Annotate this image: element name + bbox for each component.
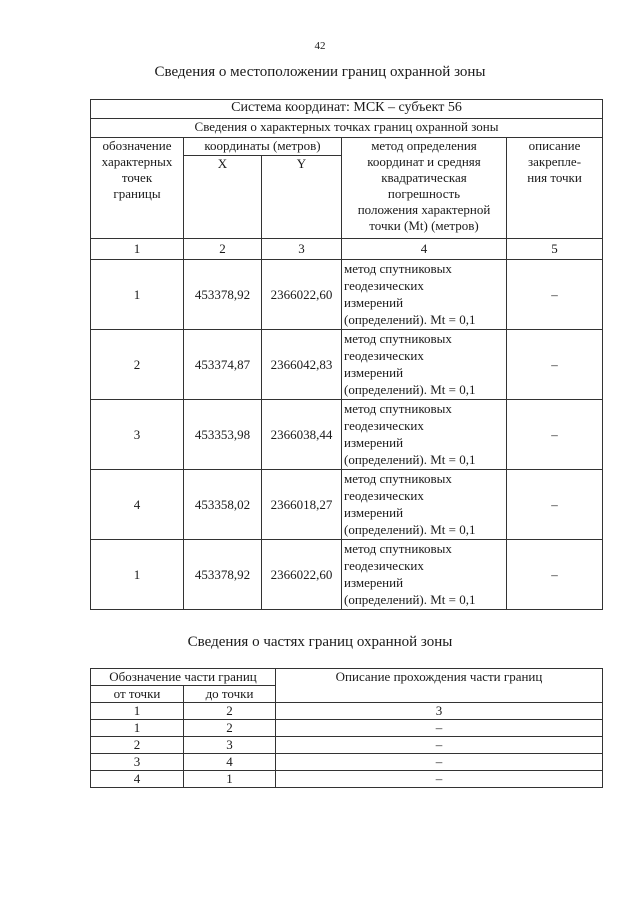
to-point: 4 <box>184 754 276 771</box>
header-line: характерных <box>101 154 173 169</box>
header-line: метод определения <box>371 138 477 153</box>
table-row <box>91 260 603 330</box>
point-id: 1 <box>91 540 184 610</box>
header-part-description: Описание прохождения части границ <box>276 669 603 703</box>
coord-x: 453358,02 <box>184 470 262 540</box>
method-line: измерений <box>344 505 404 520</box>
coord-x: 453378,92 <box>184 260 262 330</box>
method-line: метод спутниковых <box>344 471 452 486</box>
coord-y: 2366038,44 <box>262 400 342 470</box>
from-point: 1 <box>91 720 184 737</box>
header-to-point: до точки <box>184 686 276 703</box>
header-line: описание <box>528 138 581 153</box>
coord-x: 453353,98 <box>184 400 262 470</box>
part-description: – <box>276 754 603 771</box>
table-row <box>91 754 603 771</box>
to-point: 2 <box>184 720 276 737</box>
from-point: 2 <box>91 737 184 754</box>
header-line: координат и средняя <box>367 154 481 169</box>
page-number: 42 <box>314 40 326 52</box>
method-line: (определений). Mt = 0,1 <box>344 312 476 327</box>
point-id: 4 <box>91 470 184 540</box>
method-cell <box>342 330 507 400</box>
part-description: – <box>276 720 603 737</box>
column-number: 1 <box>91 703 184 720</box>
coord-y: 2366022,60 <box>262 260 342 330</box>
coord-y: 2366018,27 <box>262 470 342 540</box>
table-row <box>91 737 603 754</box>
to-point: 1 <box>184 771 276 788</box>
subtitle-cell: Сведения о характерных точках границ охранной зоны <box>91 119 603 138</box>
method-line: метод спутниковых <box>344 401 452 416</box>
method-line: геодезических <box>344 348 424 363</box>
header-line: границы <box>113 186 161 201</box>
column-number: 5 <box>507 239 603 260</box>
header-part-designation: Обозначение части границ <box>91 669 276 686</box>
coord-x: 453374,87 <box>184 330 262 400</box>
coord-y: 2366042,83 <box>262 330 342 400</box>
point-id: 3 <box>91 400 184 470</box>
section-title-location: Сведения о местоположении границ охранной зоны <box>154 64 486 80</box>
method-line: геодезических <box>344 488 424 503</box>
method-line: геодезических <box>344 278 424 293</box>
section-title-parts: Сведения о частях границ охранной зоны <box>187 634 453 650</box>
method-cell <box>342 260 507 330</box>
header-y: Y <box>262 156 342 239</box>
column-number: 2 <box>184 703 276 720</box>
part-description: – <box>276 737 603 754</box>
header-description <box>507 138 603 239</box>
method-cell <box>342 470 507 540</box>
header-line: точек <box>121 170 153 185</box>
header-coordinates: координаты (метров) <box>184 138 342 156</box>
parts-header-row-1 <box>91 669 603 686</box>
method-line: геодезических <box>344 418 424 433</box>
point-description: – <box>507 540 603 610</box>
header-method <box>342 138 507 239</box>
column-number: 2 <box>184 239 262 260</box>
method-cell <box>342 400 507 470</box>
method-line: измерений <box>344 365 404 380</box>
point-id: 1 <box>91 260 184 330</box>
header-row-1 <box>91 138 603 156</box>
coord-y: 2366022,60 <box>262 540 342 610</box>
column-number: 3 <box>262 239 342 260</box>
coordinate-system-row <box>91 100 603 119</box>
header-point-designation <box>91 138 184 239</box>
point-description: – <box>507 400 603 470</box>
method-line: измерений <box>344 435 404 450</box>
header-line: погрешность <box>387 186 461 201</box>
coord-x: 453378,92 <box>184 540 262 610</box>
header-from-point: от точки <box>91 686 184 703</box>
table-row <box>91 470 603 540</box>
table-row <box>91 771 603 788</box>
header-line: квадратическая <box>381 170 467 185</box>
table-row <box>91 330 603 400</box>
method-line: метод спутниковых <box>344 261 452 276</box>
method-line: метод спутниковых <box>344 331 452 346</box>
method-line: измерений <box>344 575 404 590</box>
table-row <box>91 720 603 737</box>
method-line: (определений). Mt = 0,1 <box>344 592 476 607</box>
header-line: обозначение <box>102 138 172 153</box>
to-point: 3 <box>184 737 276 754</box>
header-line: точки (Mt) (метров) <box>369 218 479 233</box>
parts-column-number-row <box>91 703 603 720</box>
column-number: 1 <box>91 239 184 260</box>
header-line: закрепле- <box>527 154 582 169</box>
method-cell <box>342 540 507 610</box>
method-line: (определений). Mt = 0,1 <box>344 522 476 537</box>
point-description: – <box>507 330 603 400</box>
from-point: 4 <box>91 771 184 788</box>
column-number: 4 <box>342 239 507 260</box>
method-line: метод спутниковых <box>344 541 452 556</box>
method-line: (определений). Mt = 0,1 <box>344 452 476 467</box>
point-description: – <box>507 470 603 540</box>
header-x: X <box>184 156 262 239</box>
point-description: – <box>507 260 603 330</box>
subtitle-row <box>91 119 603 138</box>
column-number-row <box>91 239 603 260</box>
method-line: (определений). Mt = 0,1 <box>344 382 476 397</box>
table-row <box>91 540 603 610</box>
part-description: – <box>276 771 603 788</box>
coordinate-system-cell: Система координат: МСК – субъект 56 <box>91 100 603 119</box>
column-number: 3 <box>276 703 603 720</box>
method-line: геодезических <box>344 558 424 573</box>
from-point: 3 <box>91 754 184 771</box>
point-id: 2 <box>91 330 184 400</box>
method-line: измерений <box>344 295 404 310</box>
header-line: положения характерной <box>357 202 491 217</box>
boundary-points-table <box>90 99 603 610</box>
boundary-parts-table <box>90 668 603 788</box>
table-row <box>91 400 603 470</box>
header-line: ния точки <box>527 170 582 185</box>
